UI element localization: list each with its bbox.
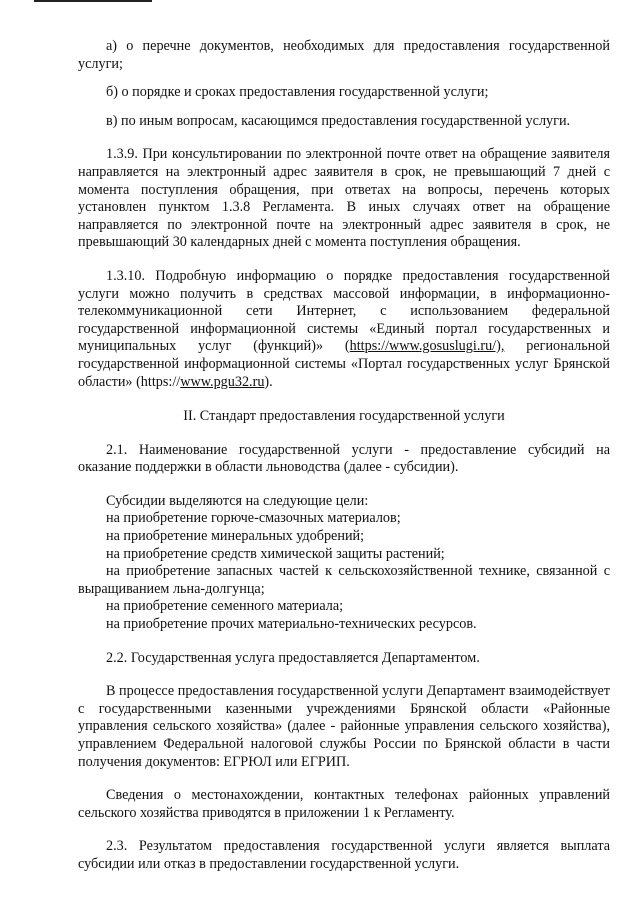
paragraph-1-3-10-text-3: ). [264,373,273,390]
goal-item: на приобретение минеральных удобрений; [106,528,365,545]
top-rule [34,0,152,2]
section-title: II. Стандарт предоставления государственной услуги [183,408,505,425]
document-page [78,38,610,874]
paragraph-2-1: 2.1. Наименование государственной услуги - предоставление субсидий на оказание поддержки в области льноводства (далее - субсидии). [78,441,610,476]
goals-list [78,493,610,634]
paragraph-1-3-9: 1.3.9. При консультировании по электронной почте ответ на обращение заявителя направляется на электронный адрес заявителя в срок, не превышающий 7 дней с момента поступления обращения, при ответах на вопросы, перечень которых установлен пунктом 1.3.8 Регламента. В иных случаях ответ на обращение направляется по электронной почте на электронный адрес заявителя в срок, не превышающий 30 календарных дней с момента поступления обращения. [78,146,610,251]
goals-intro: Субсидии выделяются на следующие цели: [106,492,369,509]
paragraph-1-3-10-text-2: региональной государственной информационной системы «Портал государственных услуг Брянской области» (https:// [78,338,610,390]
paragraph-1-3-10-text-1: 1.3.10. Подробную информацию о порядке предоставления государственной услуги можно получить в средствах массовой информации, в информационно-телекоммуникационной сети Интернет, с использованием федеральной государственной информационной системы «Единый портал государственных и муниципальных услуг (функций)» ( [78,267,610,355]
paragraph-2-3: 2.3. Результатом предоставления государственной услуги является выплата субсидии или отказ в предоставлении государственной услуги. [78,838,610,872]
paragraph-process: В процессе предоставления государственной услуги Департамент взаимодействует с государственными казенными учреждениями Брянской области «Районные управления сельского хозяйства» (далее - районные управления сельского хозяйства), управлением Федеральной налоговой службы России по Брянской области в части получения документов: ЕГРЮЛ или ЕГРИП. [78,683,610,770]
item-a: а) о перечне документов, необходимых для предоставления государственной услуги; [78,38,610,72]
paragraph-2-2: 2.2. Государственная услуга предоставляется Департаментом. [106,649,480,666]
goal-item: на приобретение запасных частей к сельскохозяйственной технике, связанной с выращиванием льна-долгунца; [78,563,610,597]
pgu32-link[interactable]: www.pgu32.ru [180,373,265,390]
goal-item: на приобретение прочих материально-технических ресурсов. [106,616,477,633]
goal-item: на приобретение семенного материала; [106,598,344,615]
goal-item: на приобретение средств химической защиты растений; [106,545,445,562]
gosuslugi-link[interactable]: https://www.gosuslugi.ru/), [349,338,505,355]
paragraph-1-3-10 [78,268,610,391]
item-b: б) о порядке и сроках предоставления государственной услуги; [106,84,489,101]
paragraph-contacts: Сведения о местонахождении, контактных телефонах районных управлений сельского хозяйства приводятся в приложении 1 к Регламенту. [78,787,610,821]
goal-item: на приобретение горюче-смазочных материалов; [106,510,401,527]
item-c: в) по иным вопросам, касающимся предоставления государственной услуги. [106,112,571,129]
